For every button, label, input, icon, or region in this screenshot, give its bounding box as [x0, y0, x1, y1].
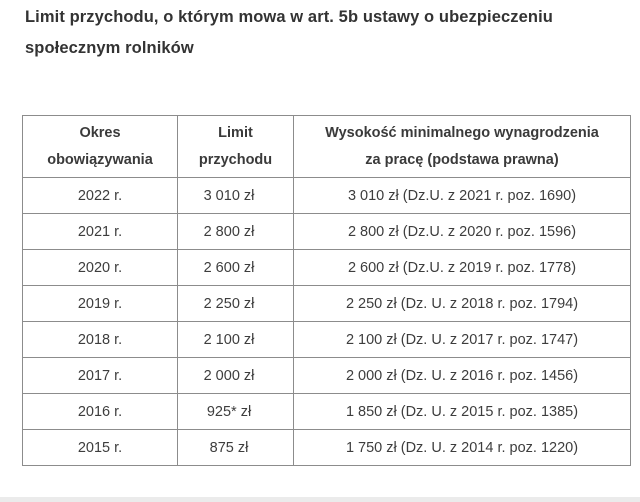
- table-row: [23, 286, 631, 322]
- cell-okres: 2021 r.: [23, 214, 178, 250]
- table-header: [23, 116, 631, 178]
- table-row: [23, 394, 631, 430]
- cell-limit: 875 zł: [178, 430, 294, 466]
- table-row: [23, 250, 631, 286]
- cell-okres: 2015 r.: [23, 430, 178, 466]
- table-row: [23, 358, 631, 394]
- cell-okres: 2022 r.: [23, 178, 178, 214]
- bottom-edge-strip: [0, 497, 640, 502]
- cell-limit: 3 010 zł: [178, 178, 294, 214]
- table-row: [23, 178, 631, 214]
- header-row: [23, 116, 631, 178]
- cell-okres: 2020 r.: [23, 250, 178, 286]
- cell-okres: 2018 r.: [23, 322, 178, 358]
- cell-limit: 2 000 zł: [178, 358, 294, 394]
- table-row: [23, 322, 631, 358]
- cell-limit: 2 100 zł: [178, 322, 294, 358]
- cell-okres: 2017 r.: [23, 358, 178, 394]
- column-header-wysokosc: Wysokość minimalnego wynagrodzenia za pracę (podstawa prawna): [294, 116, 631, 178]
- page-title: Limit przychodu, o którym mowa w art. 5b ustawy o ubezpieczeniu społecznym rolników: [25, 8, 553, 57]
- cell-okres: 2016 r.: [23, 394, 178, 430]
- column-header-limit: Limit przychodu: [178, 116, 294, 178]
- cell-wysokosc: 1 750 zł (Dz. U. z 2014 r. poz. 1220): [294, 430, 631, 466]
- cell-wysokosc: 3 010 zł (Dz.U. z 2021 r. poz. 1690): [294, 178, 631, 214]
- cell-limit: 2 600 zł: [178, 250, 294, 286]
- cell-limit: 2 250 zł: [178, 286, 294, 322]
- cell-wysokosc: 2 000 zł (Dz. U. z 2016 r. poz. 1456): [294, 358, 631, 394]
- table-row: [23, 430, 631, 466]
- cell-limit: 925* zł: [178, 394, 294, 430]
- table-body: [23, 178, 631, 466]
- cell-wysokosc: 1 850 zł (Dz. U. z 2015 r. poz. 1385): [294, 394, 631, 430]
- column-header-okres: Okres obowiązywania: [23, 116, 178, 178]
- table-row: [23, 214, 631, 250]
- cell-wysokosc: 2 600 zł (Dz.U. z 2019 r. poz. 1778): [294, 250, 631, 286]
- cell-wysokosc: 2 100 zł (Dz. U. z 2017 r. poz. 1747): [294, 322, 631, 358]
- cell-limit: 2 800 zł: [178, 214, 294, 250]
- cell-okres: 2019 r.: [23, 286, 178, 322]
- income-limit-table: [22, 115, 631, 466]
- cell-wysokosc: 2 800 zł (Dz.U. z 2020 r. poz. 1596): [294, 214, 631, 250]
- cell-wysokosc: 2 250 zł (Dz. U. z 2018 r. poz. 1794): [294, 286, 631, 322]
